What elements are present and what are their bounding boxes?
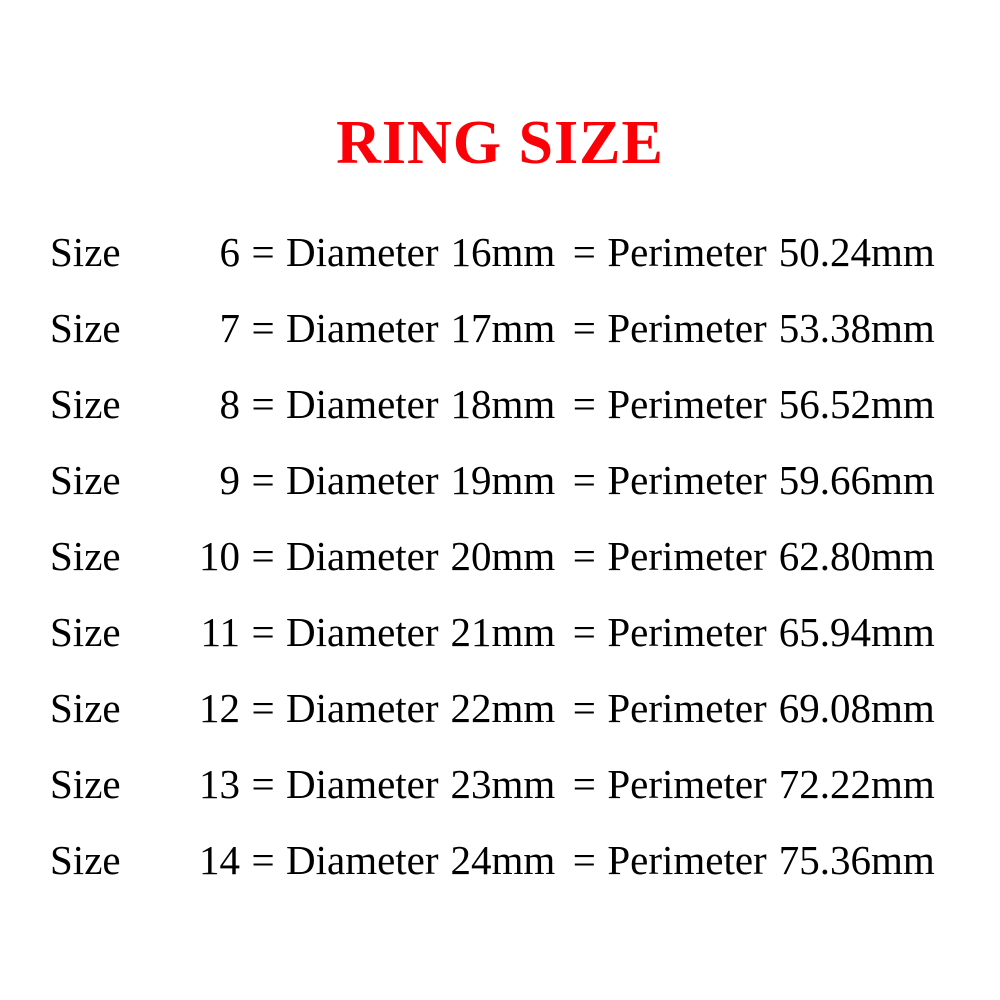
size-value: 6 [219,229,240,275]
size-value: 8 [219,381,240,427]
table-row [50,380,960,456]
diameter-label: Diameter [286,533,439,579]
equals-sign: = [251,533,275,579]
equals-sign: = [251,761,275,807]
equals-sign: = [251,381,275,427]
perimeter-value: 53.38mm [778,305,935,351]
equals-sign-2: = [572,229,596,275]
perimeter-value: 72.22mm [778,761,935,807]
equals-sign-2: = [572,609,596,655]
size-label: Size [50,533,121,579]
size-value: 11 [200,609,240,655]
table-row [50,684,960,760]
diameter-value: 23mm [450,761,556,807]
table-row [50,532,960,608]
diameter-label: Diameter [286,837,439,883]
diameter-value: 20mm [450,533,556,579]
size-label: Size [50,761,121,807]
table-row [50,304,960,380]
size-label: Size [50,837,121,883]
equals-sign: = [251,609,275,655]
table-row [50,228,960,304]
table-row [50,456,960,532]
perimeter-value: 50.24mm [778,229,935,275]
page-title: RING SIZE [336,109,664,177]
diameter-value: 22mm [450,685,556,731]
perimeter-label: Perimeter [607,685,767,731]
perimeter-value: 69.08mm [778,685,935,731]
perimeter-label: Perimeter [607,457,767,503]
size-value: 13 [199,761,240,807]
diameter-value: 24mm [450,837,556,883]
table-row [50,608,960,684]
table-row [50,836,960,912]
diameter-label: Diameter [286,685,439,731]
ring-size-table [50,228,960,912]
diameter-value: 16mm [450,229,556,275]
equals-sign-2: = [572,457,596,503]
diameter-label: Diameter [286,761,439,807]
size-label: Size [50,457,121,503]
equals-sign: = [251,685,275,731]
table-row [50,760,960,836]
equals-sign: = [251,837,275,883]
equals-sign: = [251,229,275,275]
perimeter-label: Perimeter [607,837,767,883]
size-value: 9 [219,457,240,503]
equals-sign-2: = [572,837,596,883]
diameter-label: Diameter [286,305,439,351]
size-label: Size [50,305,121,351]
perimeter-value: 56.52mm [778,381,935,427]
perimeter-value: 65.94mm [778,609,935,655]
perimeter-label: Perimeter [607,229,767,275]
equals-sign-2: = [572,533,596,579]
size-value: 14 [199,837,240,883]
perimeter-value: 75.36mm [778,837,935,883]
perimeter-label: Perimeter [607,761,767,807]
equals-sign: = [251,457,275,503]
size-value: 12 [199,685,240,731]
diameter-value: 19mm [450,457,556,503]
diameter-label: Diameter [286,609,439,655]
size-label: Size [50,229,121,275]
size-value: 10 [199,533,240,579]
perimeter-label: Perimeter [607,381,767,427]
size-label: Size [50,685,121,731]
perimeter-label: Perimeter [607,609,767,655]
equals-sign: = [251,305,275,351]
diameter-value: 21mm [450,609,556,655]
equals-sign-2: = [572,761,596,807]
diameter-label: Diameter [286,381,439,427]
equals-sign-2: = [572,685,596,731]
size-value: 7 [219,305,240,351]
size-label: Size [50,609,121,655]
size-label: Size [50,381,121,427]
diameter-value: 18mm [450,381,556,427]
equals-sign-2: = [572,381,596,427]
perimeter-label: Perimeter [607,305,767,351]
perimeter-label: Perimeter [607,533,767,579]
diameter-value: 17mm [450,305,556,351]
diameter-label: Diameter [286,229,439,275]
diameter-label: Diameter [286,457,439,503]
perimeter-value: 62.80mm [778,533,935,579]
equals-sign-2: = [572,305,596,351]
perimeter-value: 59.66mm [778,457,935,503]
